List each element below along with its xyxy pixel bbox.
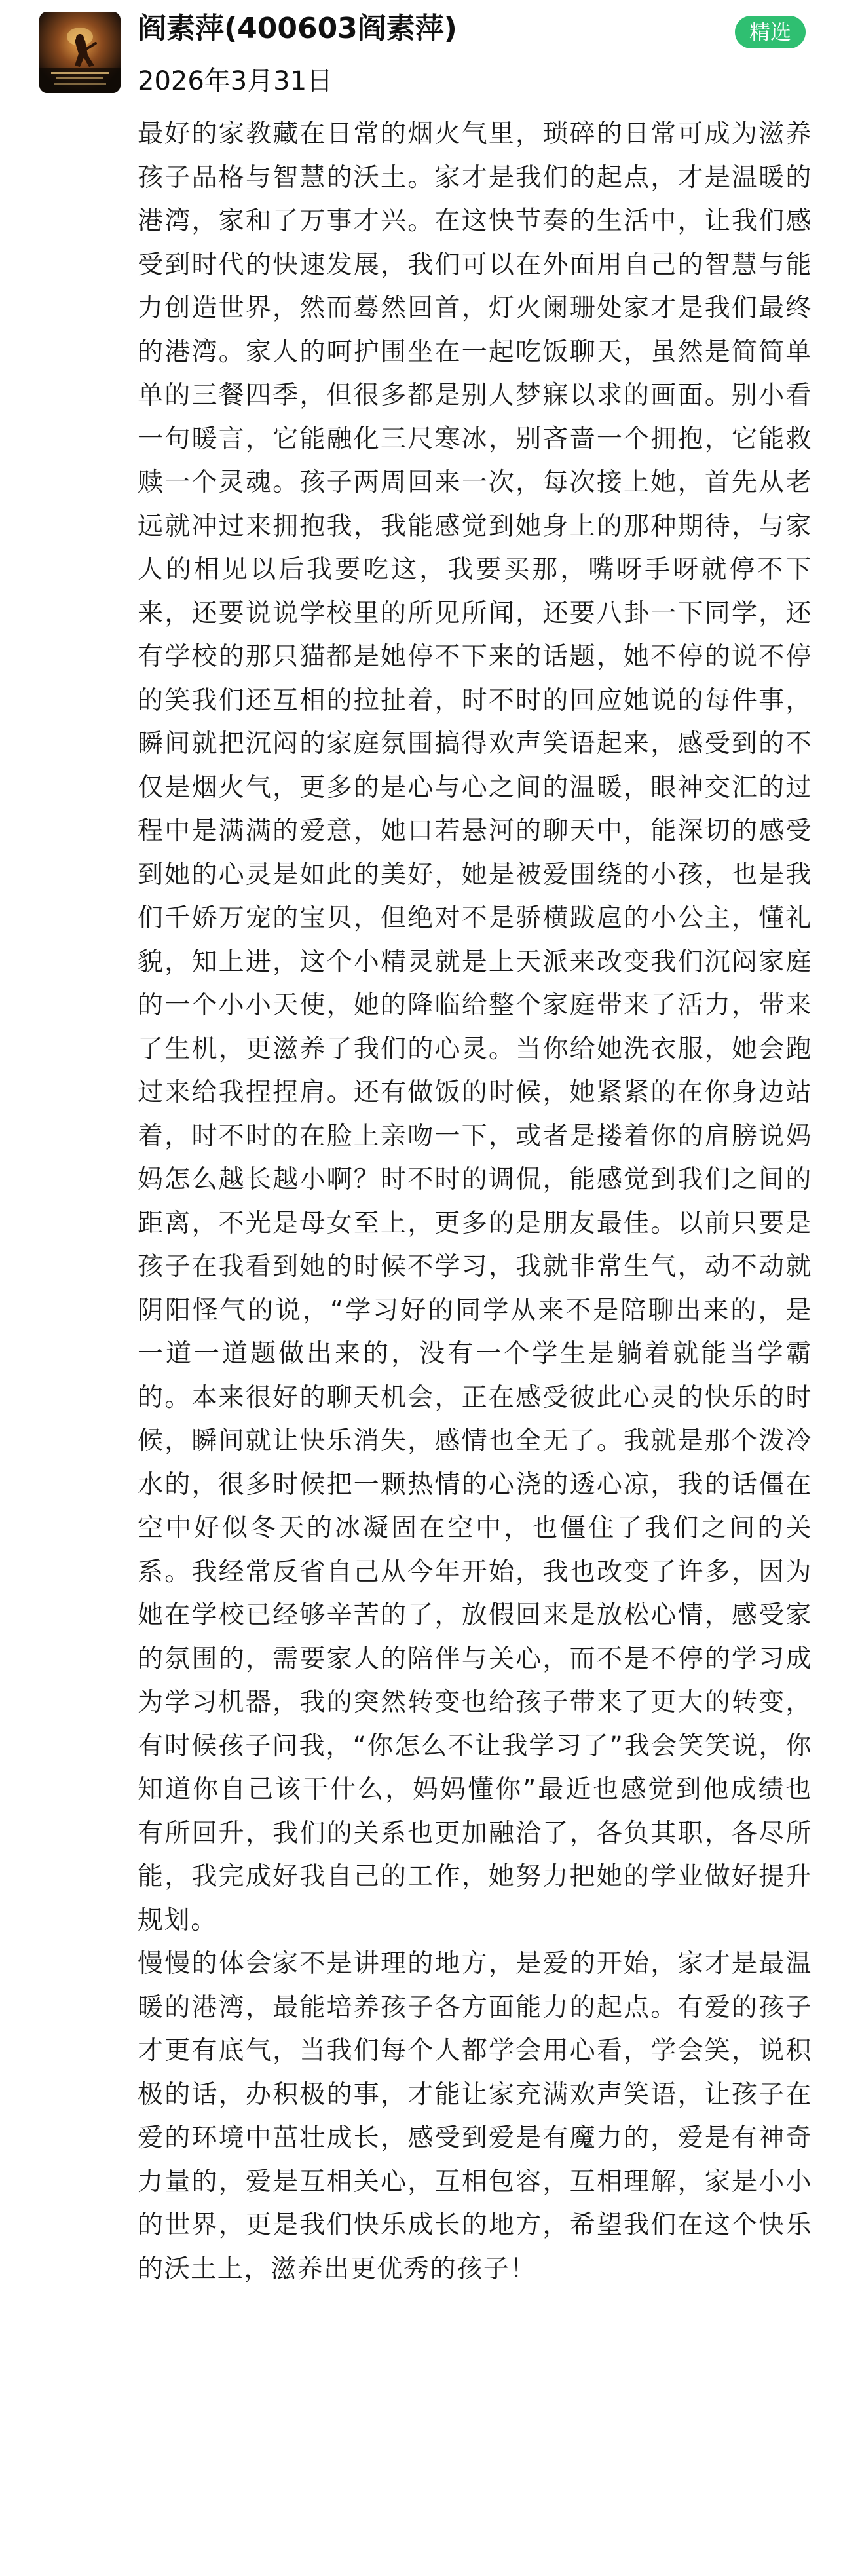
avatar-image bbox=[39, 12, 121, 93]
post-paragraph: 最好的家教藏在日常的烟火气里，琐碎的日常可成为滋养孩子品格与智慧的沃土。家才是我们的起点，才是温暖的港湾，家和了万事才兴。在这快节奏的生活中，让我们感受到时代的快速发展，我们可以在外面用自己的智慧与能力创造世界，然而蓦然回首，灯火阑珊处家才是我们最终的港湾。家人的呵护围坐在一起吃饭聊天，虽然是简简单单的三餐四季，但很多都是别人梦寐以求的画面。别小看一句暖言，它能融化三尺寒冰，别吝啬一个拥抱，它能救赎一个灵魂。孩子两周回来一次，每次接上她，首先从老远就冲过来拥抱我，我能感觉到她身上的那种期待，与家人的相见以后我要吃这，我要买那，嘴呀手呀就停不下来，还要说说学校里的所见所闻，还要八卦一下同学，还有学校的那只猫都是她停不下来的话题，她不停的说不停的笑我们还互相的拉扯着，时不时的回应她说的每件事，瞬间就把沉闷的家庭氛围搞得欢声笑语起来，感受到的不仅是烟火气，更多的是心与心之间的温暖，眼神交汇的过程中是满满的爱意，她口若悬河的聊天中，能深切的感受到她的心灵是如此的美好，她是被爱围绕的小孩，也是我们千娇万宠的宝贝，但绝对不是骄横跋扈的小公主，懂礼貌，知上进，这个小精灵就是上天派来改变我们沉闷家庭的一个小小天使，她的降临给整个家庭带来了活力，带来了生机，更滋养了我们的心灵。当你给她洗衣服，她会跑过来给我捏捏肩。还有做饭的时候，她紧紧的在你身边站着，时不时的在脸上亲吻一下，或者是搂着你的肩膀说妈妈怎么越长越小啊？时不时的调侃，能感觉到我们之间的距离，不光是母女至上，更多的是朋友最佳。以前只要是孩子在我看到她的时候不学习，我就非常生气，动不动就阴阳怪气的说，“学习好的同学从来不是陪聊出来的，是一道一道题做出来的，没有一个学生是躺着就能当学霸的。本来很好的聊天机会，正在感受彼此心灵的快乐的时候，瞬间就让快乐消失，感情也全无了。我就是那个泼冷水的，很多时候把一颗热情的心浇的透心凉，我的话僵在空中好似冬天的冰凝固在空中，也僵住了我们之间的关系。我经常反省自己从今年开始，我也改变了许多，因为她在学校已经够辛苦的了，放假回来是放松心情，感受家的氛围的，需要家人的陪伴与关心，而不是不停的学习成为学习机器，我的突然转变也给孩子带来了更大的转变，有时候孩子问我，“你怎么不让我学习了”我会笑笑说，你知道你自己该干什么，妈妈懂你”最近也感觉到他成绩也有所回升，我们的关系也更加融洽了，各负其职，各尽所能，我完成好我自己的工作，她努力把她的学业做好提升规划。 bbox=[138, 119, 812, 1935]
post-paragraph: 慢慢的体会家不是讲理的地方，是爱的开始，家才是最温暖的港湾，最能培养孩子各方面能力的起点。有爱的孩子才更有底气，当我们每个人都学会用心看，学会笑，说积极的话，办积极的事，才能让家充满欢声笑语，让孩子在爱的环境中茁壮成长，感受到爱是有魔力的，爱是有神奇力量的，爱是互相关心，互相包容，互相理解，家是小小的世界，更是我们快乐成长的地方，希望我们在这个快乐的沃土上，滋养出更优秀的孩子！ bbox=[138, 1949, 812, 2284]
post-date: 2026年3月31日 bbox=[138, 66, 333, 96]
avatar[interactable] bbox=[39, 12, 121, 93]
featured-badge: 精选 bbox=[735, 16, 806, 48]
author-name[interactable]: 阎素萍(400603阎素萍) bbox=[138, 12, 457, 45]
post-body bbox=[138, 113, 812, 2291]
